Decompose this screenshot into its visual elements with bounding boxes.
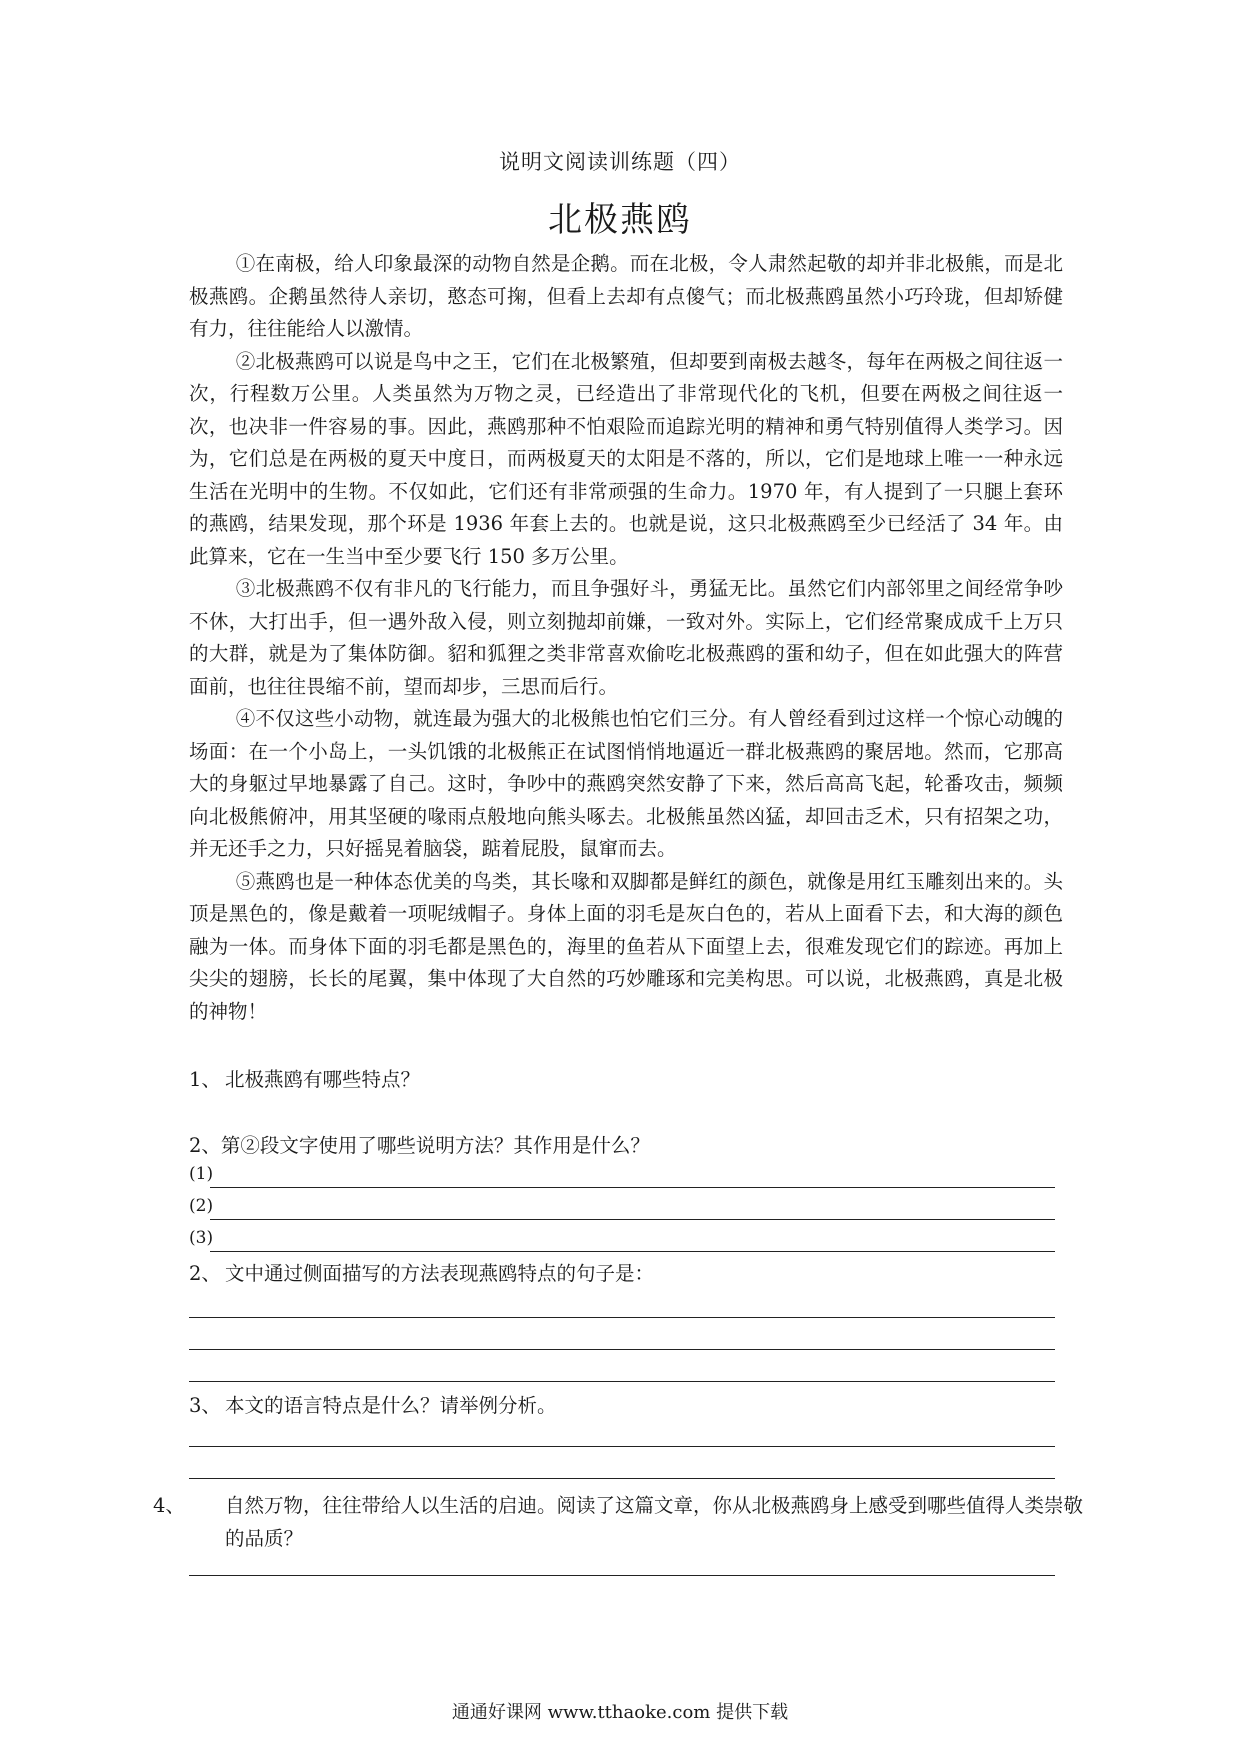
question-text: 文中通过侧面描写的方法表现燕鸥特点的句子是：	[225, 1262, 655, 1285]
question-text: 第②段文字使用了哪些说明方法？其作用是什么？	[220, 1134, 650, 1157]
answer-line[interactable]	[189, 1381, 1055, 1382]
answer-label-1: (1)	[189, 1164, 214, 1184]
paragraph-5: ⑤燕鸥也是一种体态优美的鸟类，其长喙和双脚都是鲜红的颜色，就像是用红玉雕刻出来的。头顶是黑色的，像是戴着一项呢绒帽子。身体上面的羽毛是灰白色的，若从上面看下去，和大海的颜色融为一体。而身体下面的羽毛都是黑色的，海里的鱼若从下面望上去，很难发现它们的踪迹。再加上尖尖的翅膀，长长的尾翼，集中体现了大自然的巧妙雕琢和完美构思。可以说，北极燕鸥，真是北极的神物！	[189, 869, 1063, 1023]
question-number: 2、	[189, 1262, 221, 1285]
page-footer: 通通好课网 www.tthaoke.com 提供下载	[451, 1702, 789, 1723]
answer-line[interactable]	[210, 1187, 1055, 1188]
question-text: 本文的语言特点是什么？请举例分析。	[225, 1394, 557, 1417]
paragraph-3: ③北极燕鸥不仅有非凡的飞行能力，而且争强好斗，勇猛无比。虽然它们内部邻里之间经常争吵不休，大打出手，但一遇外敌入侵，则立刻抛却前嫌，一致对外。实际上，它们经常聚成成千上万只的大群，就是为了集体防御。貂和狐狸之类非常喜欢偷吃北极燕鸥的蛋和幼子，但在如此强大的阵营面前，也往往畏缩不前，望而却步，三思而后行。	[189, 577, 1063, 698]
page-supertitle: 说明文阅读训练题（四）	[499, 150, 741, 174]
paragraph-4: ④不仅这些小动物，就连最为强大的北极熊也怕它们三分。有人曾经看到过这样一个惊心动魄的场面：在一个小岛上，一头饥饿的北极熊正在试图悄悄地逼近一群北极燕鸥的聚居地。然而，它那高大的身躯过早地暴露了自己。这时，争吵中的燕鸥突然安静了下来，然后高高飞起，轮番攻击，频频向北极熊俯冲，用其坚硬的喙雨点般地向熊头啄去。北极熊虽然凶猛，却回击乏术，只有招架之功，并无还手之力，只好摇晃着脑袋，踮着屁股，鼠窜而去。	[189, 707, 1063, 860]
answer-line[interactable]	[189, 1349, 1055, 1350]
article-title: 北极燕鸥	[548, 200, 692, 240]
question-2	[189, 1130, 1063, 1163]
question-text: 北极燕鸥有哪些特点？	[225, 1068, 421, 1091]
question-number: 3、	[189, 1394, 221, 1417]
answer-line[interactable]	[189, 1317, 1055, 1318]
answer-label-2: (2)	[189, 1196, 214, 1216]
answer-label-3: (3)	[189, 1228, 214, 1248]
question-number: 4、	[153, 1494, 185, 1517]
answer-line[interactable]	[189, 1446, 1055, 1447]
question-number: 1、	[189, 1068, 221, 1091]
question-3	[189, 1258, 1063, 1291]
answer-line[interactable]	[189, 1478, 1055, 1479]
question-4	[189, 1390, 1063, 1423]
paragraph-2: ②北极燕鸥可以说是鸟中之王，它们在北极繁殖，但却要到南极去越冬，每年在两极之间往返一次，行程数万公里。人类虽然为万物之灵，已经造出了非常现代化的飞机，但要在两极之间往返一次，也决非一件容易的事。因此，燕鸥那种不怕艰险而追踪光明的精神和勇气特别值得人类学习。因为，它们总是在两极的夏天中度日，而两极夏天的太阳是不落的，所以，它们是地球上唯一一种永远生活在光明中的生物。不仅如此，它们还有非常顽强的生命力。1970 年，有人提到了一只腿上套环的燕鸥，结果发现，那个环是 1936 年套上去的。也就是说，这只北极燕鸥至少已经活了 34 年。由此算来，它在一生当中至少要飞行 150 多万公里。	[189, 349, 1063, 568]
answer-line[interactable]	[189, 1575, 1055, 1576]
question-1	[189, 1064, 1063, 1097]
paragraph-1: ①在南极，给人印象最深的动物自然是企鹅。而在北极，令人肃然起敬的却并非北极熊，而是北极燕鸥。企鹅虽然待人亲切，憨态可掬，但看上去却有点傻气；而北极燕鸥虽然小巧玲珑，但却矫健有力，往往能给人以激情。	[189, 252, 1063, 340]
answer-line[interactable]	[210, 1219, 1055, 1220]
question-text: 自然万物，往往带给人以生活的启迪。阅读了这篇文章，你从北极燕鸥身上感受到哪些值得人类崇敬的品质？	[225, 1494, 1084, 1550]
question-number: 2、	[189, 1134, 221, 1157]
article-body	[189, 248, 1063, 1028]
answer-line[interactable]	[210, 1251, 1055, 1252]
question-5	[153, 1490, 1099, 1555]
